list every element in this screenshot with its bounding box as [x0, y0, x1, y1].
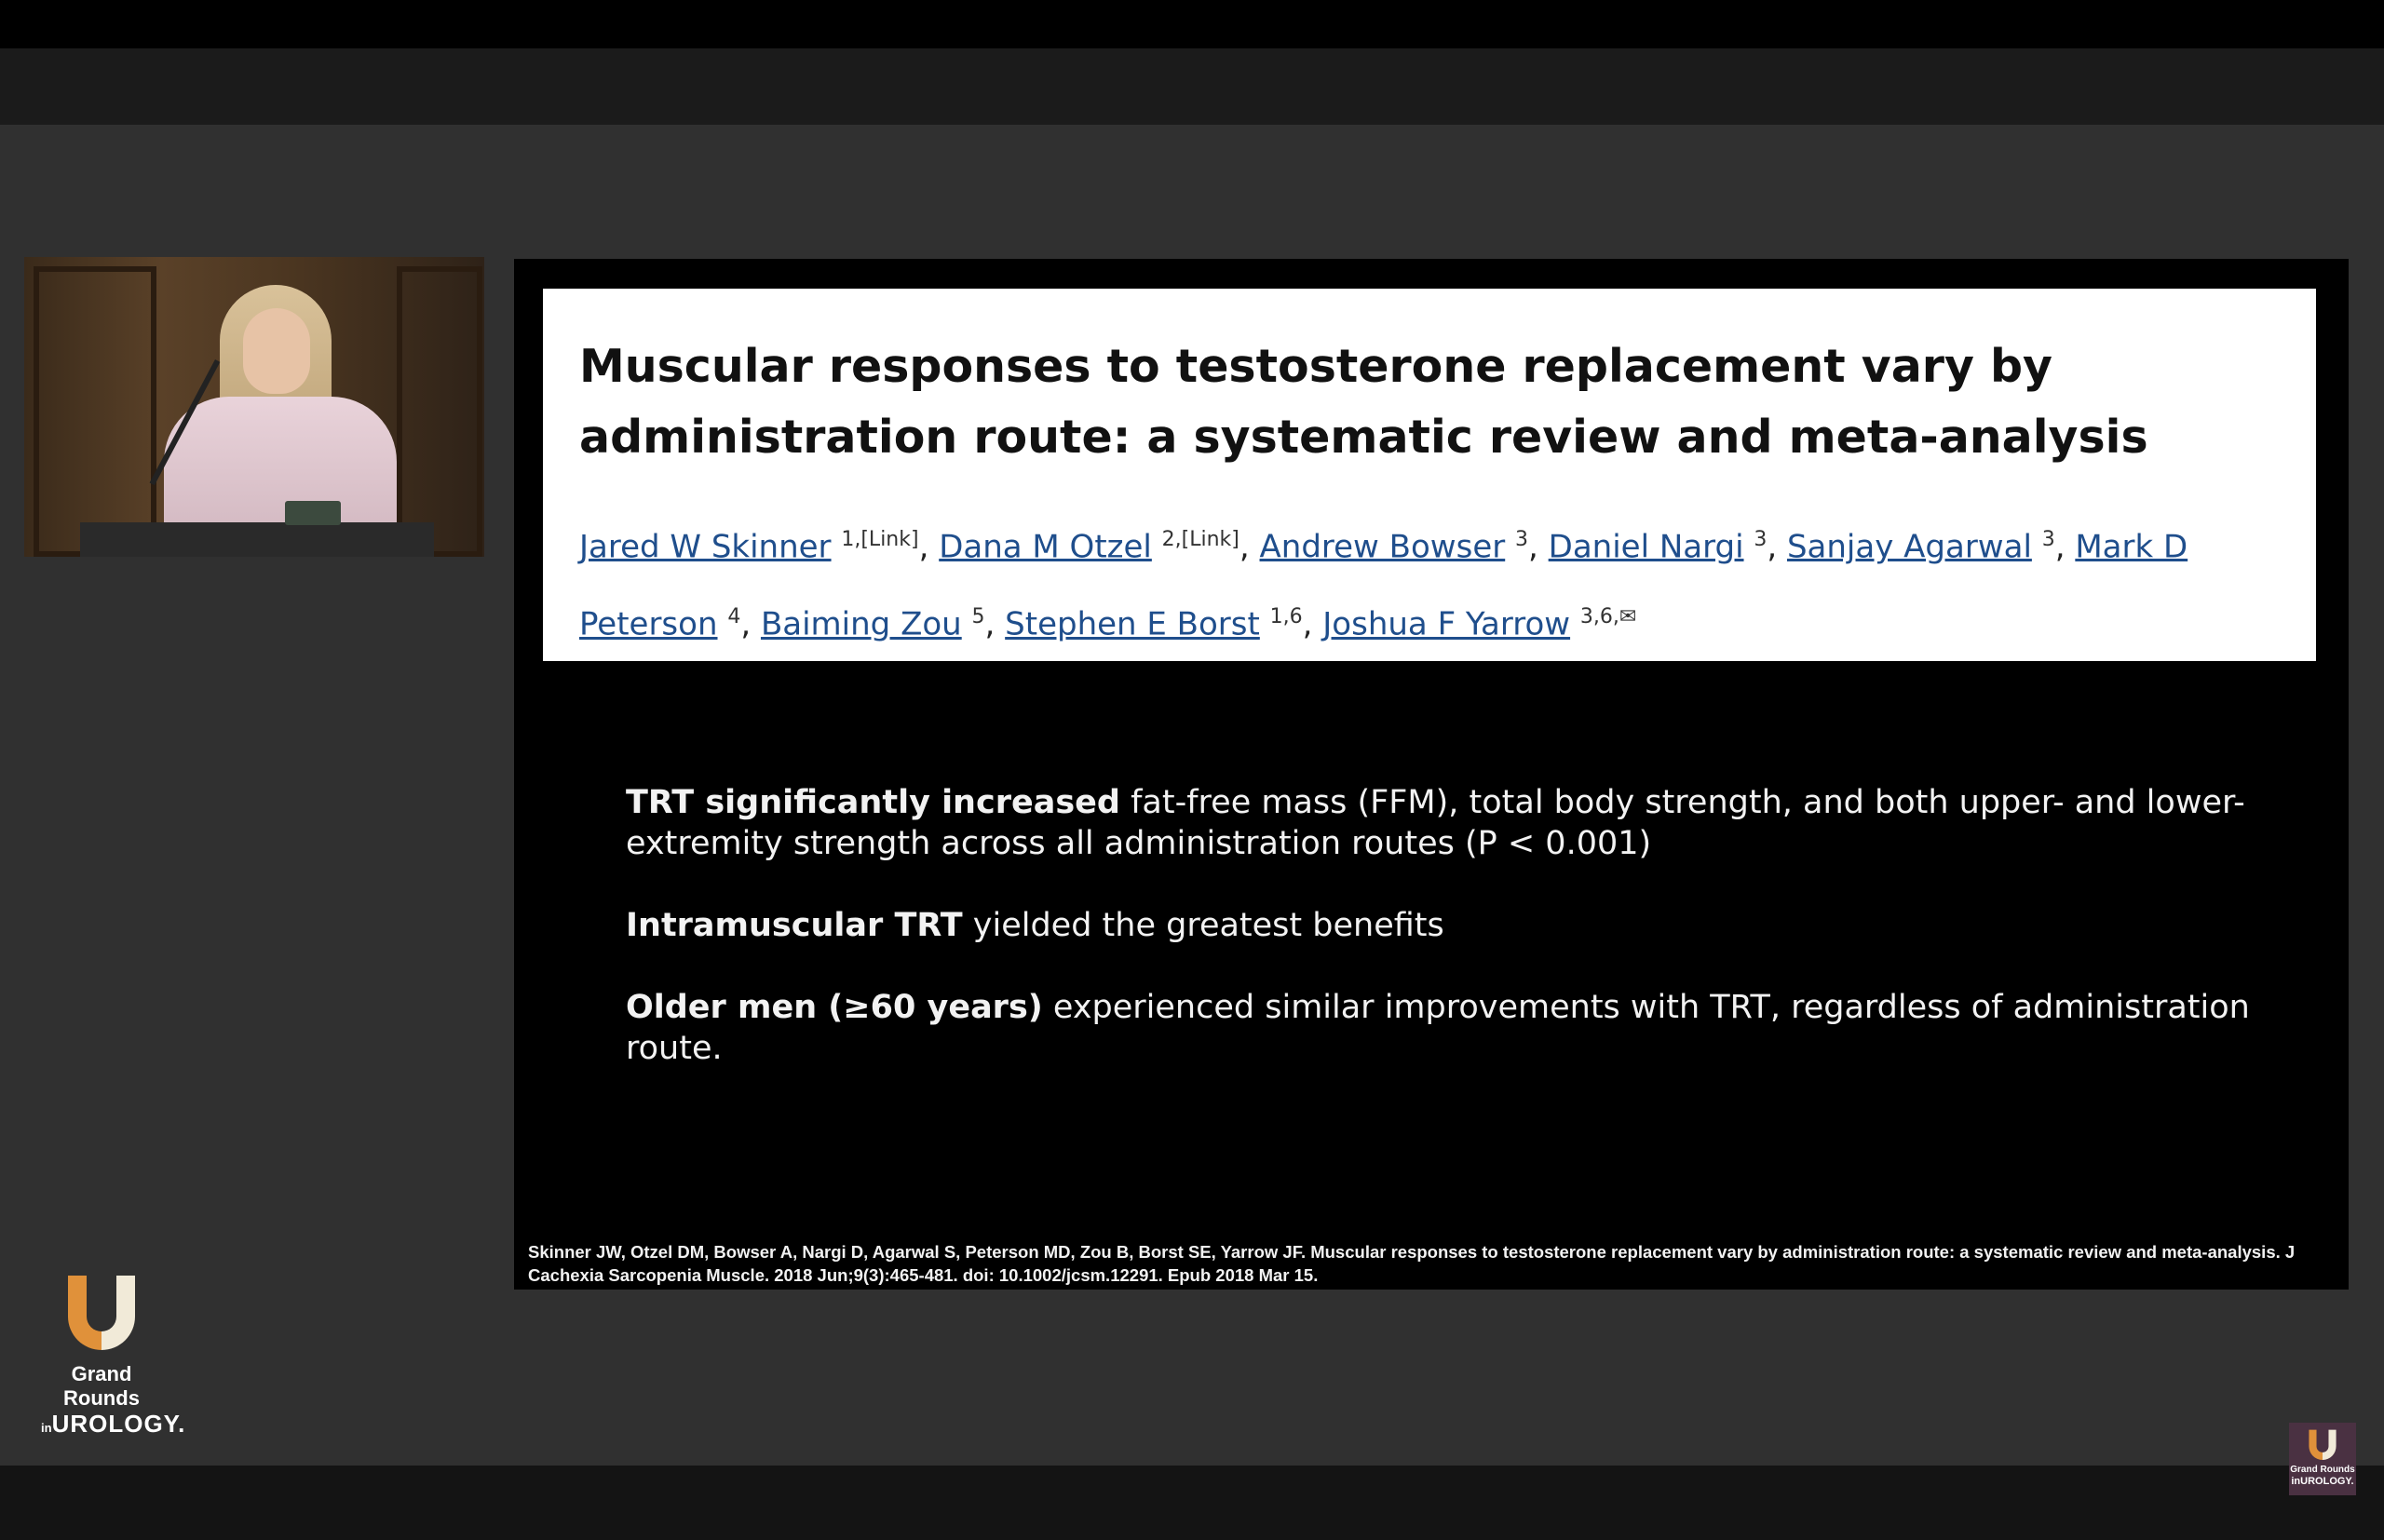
top-letterbox	[0, 0, 2384, 48]
watermark-line2-prefix: in	[2291, 1476, 2301, 1487]
affiliation: 1,6	[1269, 605, 1303, 629]
watermark-line2-text: UROLOGY.	[2300, 1476, 2354, 1487]
speaker-face	[243, 308, 310, 394]
finding-item	[626, 905, 2302, 946]
key-findings	[626, 782, 2302, 1110]
author-link[interactable]: Stephen E Borst	[1005, 605, 1260, 643]
author-link[interactable]: Sanjay Agarwal	[1786, 528, 2032, 566]
citation: Skinner JW, Otzel DM, Bowser A, Nargi D, Agarwal S, Peterson MD, Zou B, Borst SE, Yarrow JF. Muscular responses to testosterone replacement vary by administration route: a systematic review and meta-analysis. J Cachexia Sarcopenia Muscle. 2018 Jun;9(3):465-481. doi: 10.1002/jcsm.12291. Epub 2018 Mar 15.	[528, 1242, 2296, 1285]
author-link[interactable]: Andrew Bowser	[1259, 528, 1506, 566]
affiliation: 5	[971, 605, 985, 629]
finding-item	[626, 987, 2302, 1069]
wall-panel	[34, 266, 156, 557]
author-link[interactable]: Daniel Nargi	[1548, 528, 1744, 566]
podium	[80, 522, 434, 557]
affiliation: 4	[727, 605, 741, 629]
wall-panel	[397, 266, 482, 557]
speaker-video	[24, 257, 484, 557]
presentation-slide	[514, 259, 2349, 1290]
finding-text: yielded the greatest benefits	[962, 907, 1444, 944]
author-link[interactable]: Joshua F Yarrow	[1322, 605, 1571, 643]
paper-header-box	[543, 289, 2316, 661]
finding-text: fat-free mass (FFM), total body strength, and both upper- and lower-extremity strength across all administration routes (P < 0.001)	[626, 784, 2245, 862]
finding-bold: Older men (≥60 years)	[626, 989, 1043, 1026]
affiliation: 1,[Link]	[841, 528, 919, 551]
author-link[interactable]: Mark D Peterson	[579, 528, 2188, 643]
finding-bold: Intramuscular TRT	[626, 907, 963, 944]
logo-line2	[41, 1410, 186, 1441]
author-link[interactable]: Jared W Skinner	[579, 528, 832, 566]
finding-item	[626, 782, 2302, 864]
u-logo-icon	[62, 1272, 141, 1350]
watermark-line2	[2289, 1476, 2356, 1487]
finding-bold: TRT significantly increased	[626, 784, 1120, 821]
affiliation: 2,[Link]	[1161, 528, 1239, 551]
affiliation: 3	[2041, 528, 2055, 551]
watermark-logo	[2289, 1423, 2356, 1495]
author-link[interactable]: Dana M Otzel	[939, 528, 1152, 566]
logo-line2-text: UROLOGY.	[51, 1410, 186, 1438]
affiliation: 3	[1754, 528, 1768, 551]
bottom-letterbox	[0, 1466, 2384, 1540]
grand-rounds-logo	[41, 1272, 186, 1441]
affiliation: 3	[1515, 528, 1529, 551]
affiliation: 3,6,✉	[1579, 605, 1637, 629]
finding-text: experienced similar improvements with TRT, regardless of administration route.	[626, 989, 2250, 1067]
u-logo-icon	[2307, 1428, 2338, 1460]
logo-line2-prefix: in	[41, 1421, 52, 1435]
top-band	[0, 48, 2384, 125]
logo-line1: Grand Rounds	[63, 1362, 140, 1410]
author-list: Jared W Skinner $^{1,[Link]}$, Dana M Otzel $^{2,[Link]}$, Andrew Bowser $^3$, Daniel Nargi $^3$, Sanjay Agarwal $^3$, Mark D Peterson $^4$, Baiming Zou $^5$, Stephen E Borst $^{1,6}$, Joshua F Yarrow $^{3,6,✉}$	[579, 528, 2188, 643]
podium-device	[285, 501, 341, 525]
author-link[interactable]: Baiming Zou	[760, 605, 962, 643]
watermark-line1: Grand Rounds	[2290, 1465, 2355, 1475]
paper-title: Muscular responses to testosterone replacement vary by administration route: a systematic review and meta-analysis	[579, 340, 2148, 464]
